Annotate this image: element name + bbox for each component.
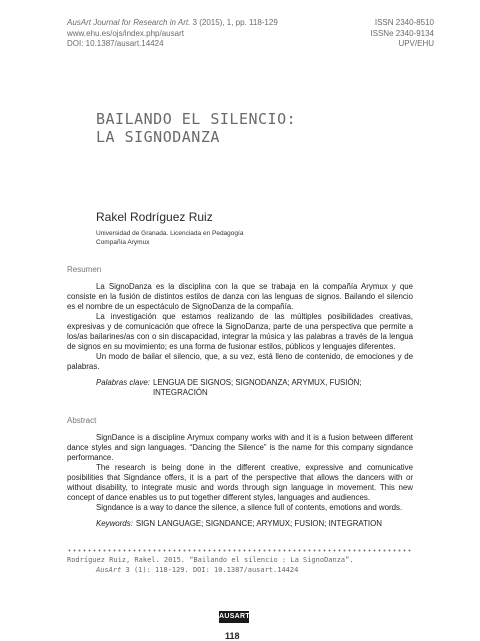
journal-doi: DOI: 10.1387/ausart.14424 — [67, 39, 164, 48]
issn-header — [370, 18, 434, 50]
citation-line-2 — [67, 566, 427, 576]
article-title — [96, 110, 416, 146]
affiliation-university: Universidad de Granada. Licenciada en Pedagogía — [96, 230, 244, 237]
eissn: ISSNe 2340-9134 — [370, 28, 434, 38]
author-name: Rakel Rodríguez Ruiz — [96, 210, 213, 224]
author-affiliation — [96, 229, 416, 247]
abstract-paragraph: Signdance is a way to dance the silence, a silence full of contents, emotions and words. — [96, 503, 403, 512]
abstract-section — [67, 416, 413, 529]
journal-header — [67, 18, 278, 50]
citation-journal: AusArt — [96, 565, 122, 574]
resumen-paragraph: Un modo de bailar el silencio, que, a su vez, está lleno de contenido, de emociones y de palabras. — [67, 352, 413, 371]
page-number: 118 — [225, 631, 240, 641]
keywords — [67, 519, 413, 529]
resumen-heading: Resumen — [67, 265, 102, 274]
journal-issue: 3 (2015), 1, pp. 118-129 — [190, 18, 278, 27]
palabras-clave-text: LENGUA DE SIGNOS; SIGNODANZA; ARYMUX, FUSIÓN; INTEGRACIÓN — [152, 378, 362, 397]
resumen-paragraph: La investigación que estamos realizando de las múltiples posibilidades creativas, expresivas y de comunicación que ofrece la SignoDanza, parte de una perspectiva que permite a los/as bailarines/as con o sin discapacidad, integrar la música y las palabras a través de la lengua de signos en su movimiento; es una forma de fusionar estilos, públicos y lenguajes diferentes. — [67, 312, 413, 351]
title-line-1: BAILANDO EL SILENCIO: — [96, 110, 297, 128]
ausart-logo: AUSART — [219, 611, 249, 623]
journal-name: AusArt Journal for Research in Art. — [67, 18, 191, 27]
resumen-paragraph: La SignoDanza es la disciplina con la que se trabaja en la compañía Arymux y que consiste en la fusión de distintos estilos de danza con las lenguas de signos. Bailando el silencio es el nombre de un espectáculo de SignoDanza de la compañía. — [67, 282, 413, 311]
abstract-heading: Abstract — [67, 416, 97, 425]
issn: ISSN 2340-8510 — [374, 18, 434, 27]
abstract-paragraph: SignDance is a discipline Arymux company works with and it is a fusion between different dance styles and sign languages. “Dancing the Silence” is the name for this company signdance performance. — [67, 433, 413, 462]
citation-line-1: Rodríguez Ruiz, Rakel. 2015. “Bailando el silencio : La SignoDanza”. — [67, 556, 354, 564]
affiliation-company: Compañía Arymux — [96, 239, 150, 246]
journal-url: www.ehu.es/ojs/index.php/ausart — [67, 28, 184, 38]
author-block — [96, 210, 416, 247]
keywords-label: Keywords: — [96, 519, 133, 528]
keywords-text: SIGN LANGUAGE; SIGNDANCE; ARYMUX; FUSION; INTEGRATION — [135, 519, 382, 528]
palabras-clave — [67, 378, 413, 398]
palabras-clave-label: Palabras clave: — [96, 378, 150, 387]
title-line-2: LA SIGNODANZA — [96, 128, 220, 146]
abstract-paragraph: The research is being done in the different creative, expressive and comunicative posibilities that Signdance offers, it is a part of the perspective that allows the dancers with or without disability, to integrate music and words through sign language in movement. This new concept of dance enables us to put together different styles, languages and audiences. — [67, 463, 413, 502]
journal-title-line — [67, 18, 278, 29]
resumen-section — [67, 265, 413, 398]
citation — [67, 556, 427, 575]
citation-details: 3 (1): 118-129. DOI: 10.1387/ausart.14424 — [121, 565, 299, 574]
dotted-divider — [67, 549, 413, 552]
publisher: UPV/EHU — [398, 39, 434, 48]
